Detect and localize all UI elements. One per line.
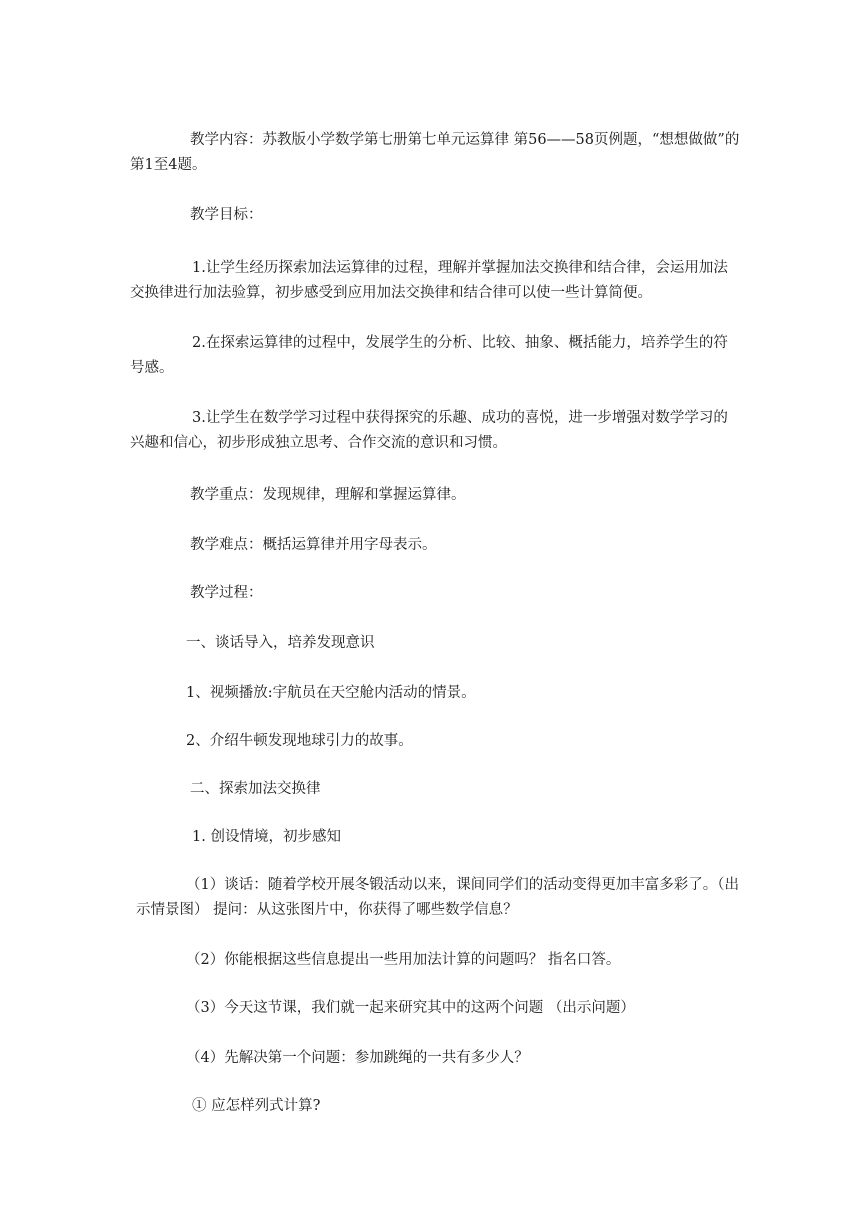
teaching-process-heading: 教学过程： (190, 585, 263, 601)
teaching-focus: 教学重点：发现规律，理解和掌握运算律。 (190, 487, 466, 503)
teaching-difficulty: 教学难点：概括运算律并用字母表示。 (190, 537, 437, 553)
teaching-goals-heading: 教学目标： (190, 207, 263, 223)
goal-item-3: 3.让学生在数学学习过程中获得探究的乐趣、成功的喜悦，进一步增强对数学学习的兴趣和信心，初步形成独立思考、合作交流的意识和习惯。 (130, 410, 728, 451)
goal-item-2: 2.在探索运算律的过程中，发展学生的分析、比较、抽象、概括能力，培养学生的符号感。 (130, 335, 728, 376)
section-2-heading: 二、探索加法交换律 (190, 781, 321, 797)
question-2: （2）你能根据这些信息提出一些用加法计算的问题吗？ 指名口答。 (186, 952, 621, 968)
subsection-1-heading: 1. 创设情境，初步感知 (192, 829, 341, 845)
step-2-newton-story: 2、介绍牛顿发现地球引力的故事。 (186, 733, 413, 749)
step-1-video: 1、视频播放:宇航员在天空舱内活动的情景。 (186, 685, 476, 701)
question-4: （4）先解决第一个问题：参加跳绳的一共有多少人？ (186, 1050, 529, 1066)
goal-item-1: 1.让学生经历探索加法运算律的过程，理解并掌握加法交换律和结合律，会运用加法交换律进行加法验算，初步感受到应用加法交换律和结合律可以使一些计算简便。 (130, 260, 728, 301)
teaching-content: 教学内容：苏教版小学数学第七册第七单元运算律 第56——58页例题，“想想做做”的第1至4题。 (130, 132, 740, 173)
question-3: （3）今天这节课，我们就一起来研究其中的这两个问题 （出示问题） (186, 1000, 635, 1016)
question-1-talk: （1）谈话：随着学校开展冬锻活动以来，课间同学们的活动变得更加丰富多彩了。（出示情景图） 提问：从这张图片中，你获得了哪些数学信息？ (136, 877, 739, 918)
section-1-heading: 一、谈话导入，培养发现意识 (186, 635, 375, 651)
sub-question-1: ① 应怎样列式计算? (192, 1098, 321, 1114)
